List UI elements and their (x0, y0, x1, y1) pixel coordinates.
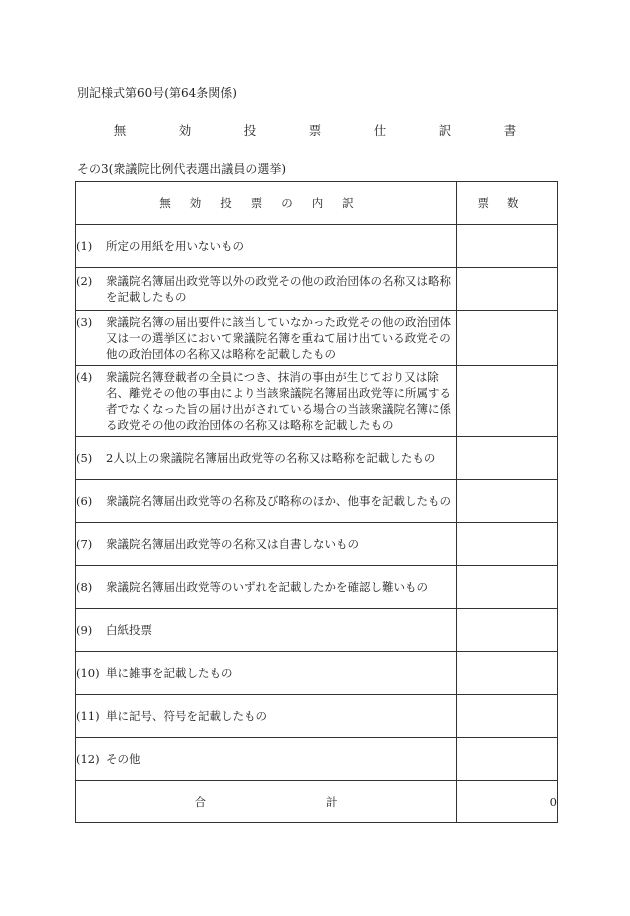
item-number: (7) (76, 537, 93, 551)
total-row (76, 781, 558, 823)
table-row (76, 609, 558, 652)
form-reference: 別記様式第60号(第64条関係) (77, 86, 237, 100)
item-number: (11) (76, 709, 100, 723)
table-row (76, 225, 558, 268)
table-row (76, 738, 558, 781)
item-text: 衆議院名簿届出政党等以外の政党その他の政治団体の名称又は略称を記載したもの (106, 274, 451, 304)
votes-cell[interactable] (457, 225, 558, 268)
votes-cell[interactable] (457, 480, 558, 523)
item-cell (76, 268, 457, 311)
total-value[interactable]: 0 (457, 781, 558, 823)
item-number: (4) (76, 370, 93, 384)
breakdown-column-header: 無効投票の内訳 (76, 182, 457, 225)
votes-cell[interactable] (457, 566, 558, 609)
item-cell (76, 609, 457, 652)
votes-cell[interactable] (457, 311, 558, 366)
table-row (76, 268, 558, 311)
votes-cell[interactable] (457, 523, 558, 566)
votes-cell[interactable] (457, 268, 558, 311)
table-row (76, 695, 558, 738)
item-cell (76, 480, 457, 523)
document-title: 無 効 投 票 仕 訳 書 (113, 123, 537, 138)
votes-column-header: 票数 (457, 182, 558, 225)
votes-cell[interactable] (457, 437, 558, 480)
item-cell (76, 366, 457, 437)
item-number: (6) (76, 494, 93, 508)
item-number: (5) (76, 451, 93, 465)
votes-cell[interactable] (457, 652, 558, 695)
item-text: 2人以上の衆議院名簿届出政党等の名称又は略称を記載したもの (106, 451, 436, 465)
item-cell (76, 437, 457, 480)
table-row (76, 480, 558, 523)
item-text: 白紙投票 (106, 623, 152, 637)
item-text: 衆議院名簿の届出要件に該当していなかった政党その他の政治団体又は一の選挙区において衆議院名簿を重ねて届け出ている政党その他の政治団体の名称又は略称を記載したもの (106, 315, 451, 361)
item-number: (1) (76, 239, 93, 253)
table-row (76, 366, 558, 437)
item-text: 単に雑事を記載したもの (106, 666, 233, 680)
item-text: 衆議院名簿届出政党等の名称又は自書しないもの (106, 537, 359, 551)
votes-cell[interactable] (457, 738, 558, 781)
item-cell (76, 652, 457, 695)
item-text: 衆議院名簿登載者の全員につき、抹消の事由が生じており又は除名、離党その他の事由により当該衆議院名簿届出政党等に所属する者でなくなった旨の届け出がされている場合の当該衆議院名簿に係る政党その他の政治団体の名称又は略称を記載したもの (106, 370, 451, 432)
votes-cell[interactable] (457, 609, 558, 652)
item-cell (76, 225, 457, 268)
section-label: その3(衆議院比例代表選出議員の選挙) (77, 162, 286, 176)
item-text: 所定の用紙を用いないもの (106, 239, 244, 253)
table-row (76, 523, 558, 566)
item-cell (76, 311, 457, 366)
item-number: (12) (76, 752, 100, 766)
item-number: (9) (76, 623, 93, 637)
item-number: (8) (76, 580, 93, 594)
item-cell (76, 738, 457, 781)
item-text: 衆議院名簿届出政党等のいずれを記載したかを確認し難いもの (106, 580, 428, 594)
item-cell (76, 566, 457, 609)
item-number: (3) (76, 315, 93, 329)
item-number: (2) (76, 274, 93, 288)
table-row (76, 566, 558, 609)
item-text: その他 (106, 752, 141, 766)
total-label-1: 合 (194, 794, 206, 809)
invalid-votes-table (75, 181, 558, 823)
item-text: 衆議院名簿届出政党等の名称及び略称のほか、他事を記載したもの (106, 494, 451, 508)
item-cell (76, 523, 457, 566)
table-row (76, 652, 558, 695)
total-label-2: 計 (326, 794, 338, 809)
total-label-cell (76, 781, 457, 823)
item-number: (10) (76, 666, 100, 680)
table-row (76, 437, 558, 480)
table-header-row (76, 182, 558, 225)
votes-cell[interactable] (457, 695, 558, 738)
item-cell (76, 695, 457, 738)
table-row (76, 311, 558, 366)
votes-cell[interactable] (457, 366, 558, 437)
item-text: 単に記号、符号を記載したもの (106, 709, 267, 723)
